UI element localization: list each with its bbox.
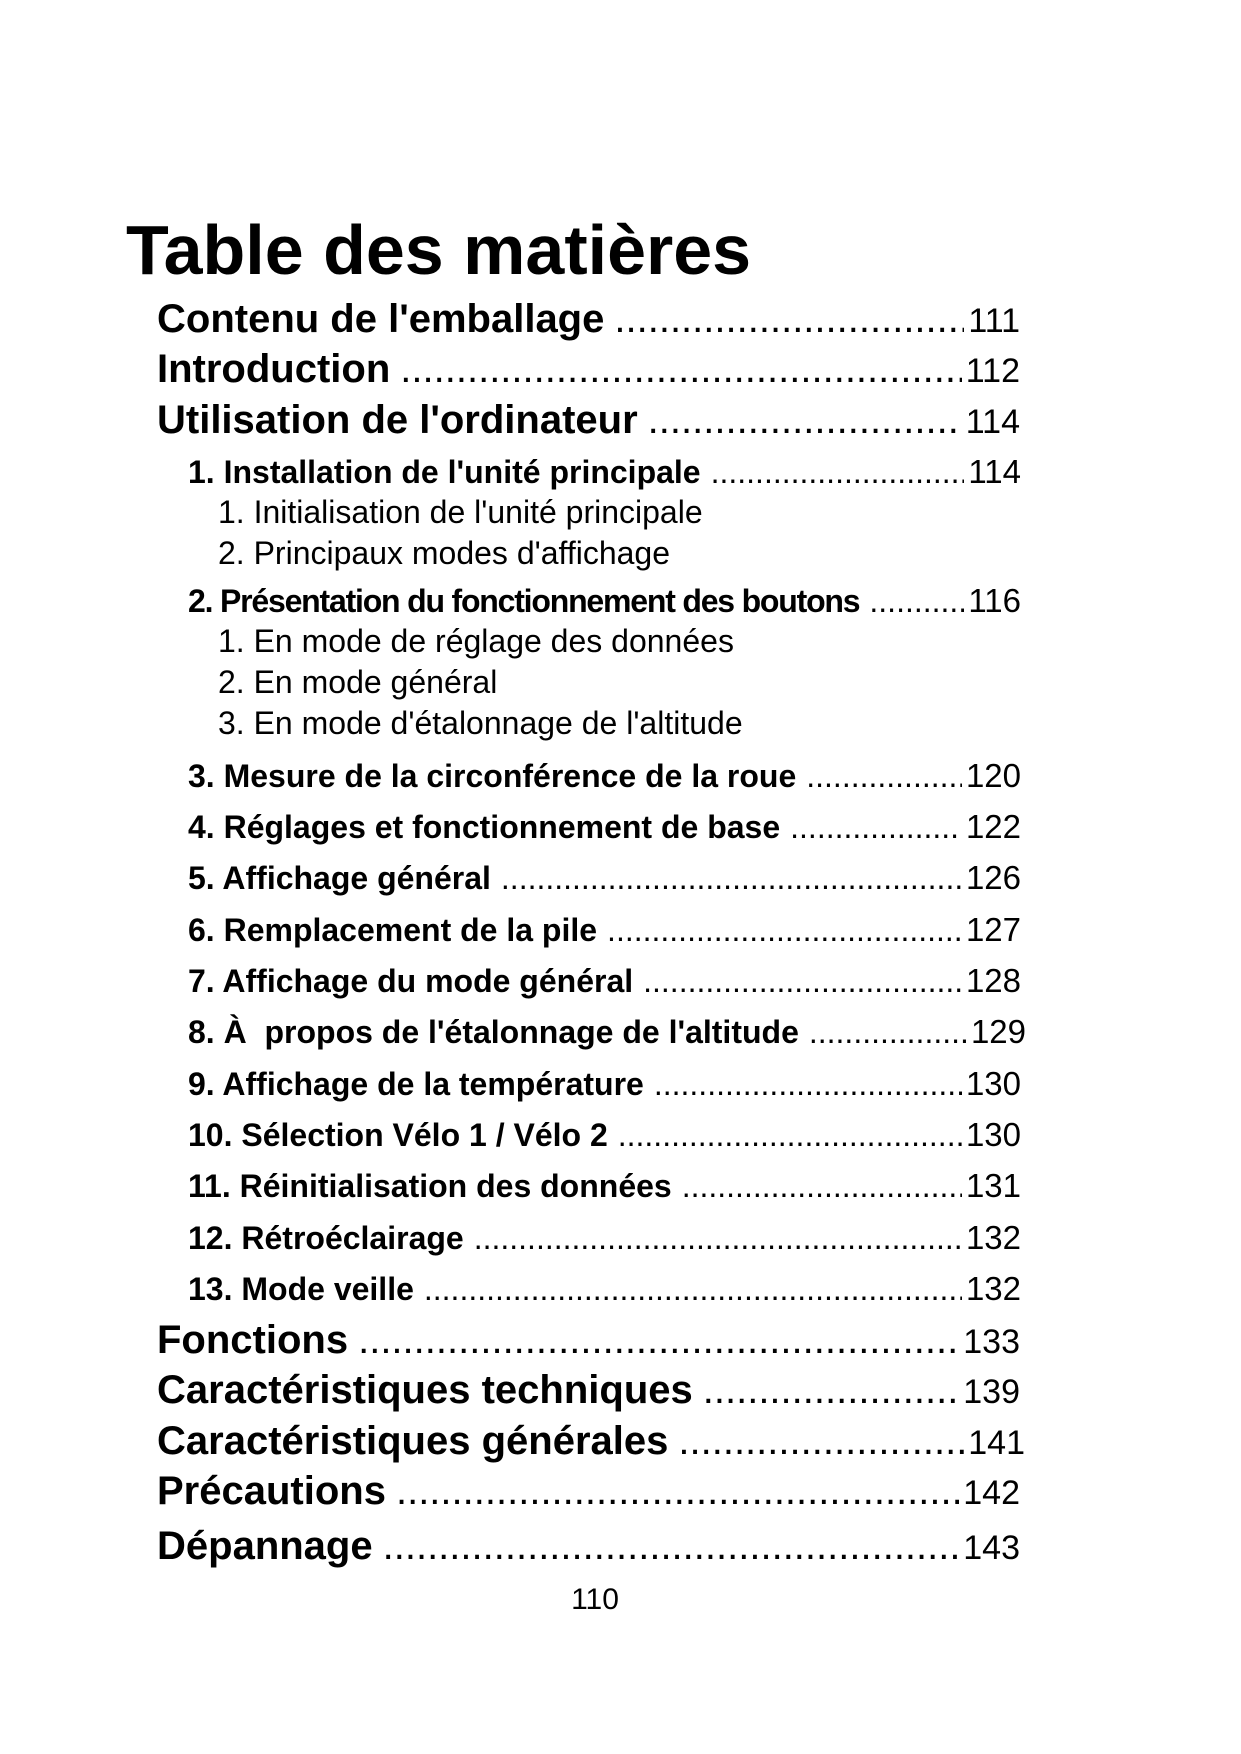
toc-page: 132	[965, 1219, 1021, 1256]
toc-page: 111	[968, 302, 1020, 340]
toc-entry-boutons[interactable]	[188, 581, 1021, 621]
toc-label: 4. Réglages et fonctionnement de base	[188, 809, 781, 845]
dot-leader	[400, 345, 962, 393]
toc-label: Contenu de l'emballage	[157, 297, 605, 341]
toc-label: 6. Remplacement de la pile	[188, 912, 598, 948]
toc-entry-mode-general[interactable]	[188, 961, 1021, 1001]
toc-entry-contenu[interactable]	[157, 295, 1020, 343]
dot-leader	[383, 1522, 960, 1570]
toc-entry-depannage[interactable]	[157, 1522, 1020, 1570]
dot-leader	[711, 452, 965, 492]
toc-subitem[interactable]: 1. En mode de réglage des données	[218, 623, 734, 659]
toc-page: 112	[965, 352, 1020, 390]
dot-leader	[614, 295, 964, 343]
toc-page: 132	[965, 1270, 1021, 1307]
dot-leader	[806, 756, 962, 796]
toc-page: 127	[965, 911, 1021, 948]
toc-label: 11. Réinitialisation des données	[188, 1168, 672, 1204]
toc-label: Utilisation de l'ordinateur	[157, 398, 638, 442]
toc-page: 129	[970, 1013, 1026, 1050]
toc-entry-reinitialisation[interactable]	[188, 1166, 1021, 1206]
dot-leader	[809, 1012, 967, 1052]
toc-page: 131	[965, 1167, 1021, 1204]
toc-label: 12. Rétroéclairage	[188, 1220, 464, 1256]
dot-leader	[607, 910, 962, 950]
dot-leader	[678, 1417, 964, 1465]
dot-leader	[682, 1166, 962, 1206]
toc-label: 10. Sélection Vélo 1 / Vélo 2	[188, 1117, 608, 1153]
toc-entry-circonference[interactable]	[188, 756, 1021, 796]
dot-leader	[790, 807, 962, 847]
toc-label: 8. À propos de l'étalonnage de l'altitude	[188, 1014, 799, 1050]
toc-subitem[interactable]: 2. Principaux modes d'affichage	[218, 535, 671, 571]
toc-label: Dépannage	[157, 1524, 373, 1568]
dot-leader	[869, 581, 964, 621]
toc-page: 139	[963, 1373, 1020, 1411]
dot-leader	[424, 1269, 962, 1309]
toc-page: 114	[968, 453, 1021, 490]
toc-label: 5. Affichage général	[188, 860, 491, 896]
toc-entry-introduction[interactable]	[157, 345, 1020, 393]
toc-page: 120	[965, 757, 1021, 794]
toc-label: 2. Présentation du fonctionnement des boutons	[188, 583, 860, 619]
toc-entry-velo[interactable]	[188, 1115, 1021, 1155]
dot-leader	[396, 1467, 959, 1515]
toc-subitem[interactable]: 2. En mode général	[218, 664, 498, 700]
toc-page: 122	[965, 808, 1021, 845]
page-title: Table des matières	[126, 211, 752, 289]
toc-page: 141	[968, 1424, 1025, 1462]
dot-leader	[654, 1064, 962, 1104]
toc-entry-pile[interactable]	[188, 910, 1021, 950]
toc-entry-caracteristiques-generales[interactable]	[157, 1417, 1025, 1465]
dot-leader	[474, 1218, 962, 1258]
toc-entry-temperature[interactable]	[188, 1064, 1021, 1104]
toc-entry-utilisation[interactable]	[157, 396, 1020, 444]
toc-page: 142	[963, 1474, 1020, 1512]
toc-page: 114	[965, 403, 1020, 441]
toc-label: 13. Mode veille	[188, 1271, 414, 1307]
toc-entry-fonctions[interactable]	[157, 1316, 1020, 1364]
dot-leader	[643, 961, 962, 1001]
dot-leader	[703, 1366, 960, 1414]
dot-leader	[648, 396, 962, 444]
toc-entry-reglages[interactable]	[188, 807, 1021, 847]
toc-page: 133	[963, 1323, 1020, 1361]
toc-page: 130	[965, 1065, 1021, 1102]
dot-leader	[501, 858, 962, 898]
toc-page: 128	[965, 962, 1021, 999]
toc-label: Caractéristiques générales	[157, 1419, 669, 1463]
toc-subitem[interactable]: 1. Initialisation de l'unité principale	[218, 494, 703, 530]
toc-label: Caractéristiques techniques	[157, 1368, 693, 1412]
toc-page: 130	[965, 1116, 1021, 1153]
toc-label: 1. Installation de l'unité principale	[188, 454, 701, 490]
toc-label: Fonctions	[157, 1318, 349, 1362]
toc-entry-retroeclairage[interactable]	[188, 1218, 1021, 1258]
toc-entry-precautions[interactable]	[157, 1467, 1020, 1515]
toc-label: 9. Affichage de la température	[188, 1066, 644, 1102]
toc-entry-installation[interactable]	[188, 452, 1021, 492]
toc-entry-affichage-general[interactable]	[188, 858, 1021, 898]
toc-page: 143	[963, 1529, 1020, 1567]
toc-label: 3. Mesure de la circonférence de la roue	[188, 758, 797, 794]
toc-label: Précautions	[157, 1469, 386, 1513]
page-number: 110	[571, 1583, 619, 1616]
toc-entry-caracteristiques-techniques[interactable]	[157, 1366, 1020, 1414]
toc-entry-veille[interactable]	[188, 1269, 1021, 1309]
toc-page: 116	[968, 582, 1021, 619]
dot-leader	[618, 1115, 962, 1155]
toc-label: Introduction	[157, 347, 391, 391]
toc-entry-etalonnage[interactable]	[188, 1012, 1026, 1052]
toc-label: 7. Affichage du mode général	[188, 963, 634, 999]
toc-page: 126	[965, 859, 1021, 896]
toc-subitem[interactable]: 3. En mode d'étalonnage de l'altitude	[218, 705, 743, 741]
dot-leader	[358, 1316, 959, 1364]
